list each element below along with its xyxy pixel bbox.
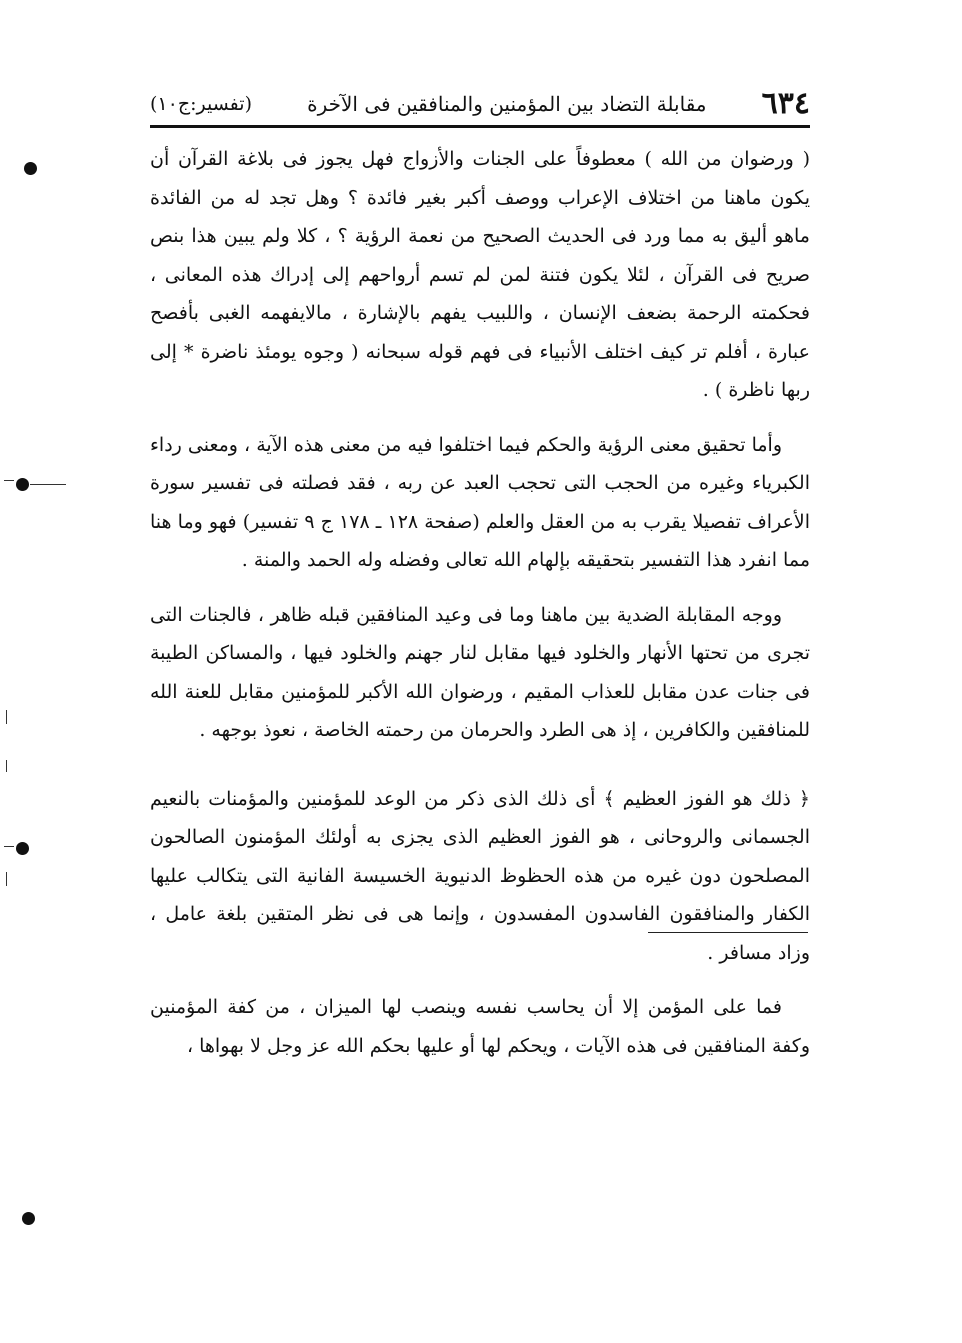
scan-edge-mark [6, 872, 7, 886]
page-header [150, 82, 810, 128]
section-divider [648, 932, 808, 933]
paragraph: ( ورضوان من الله ) معطوفاً على الجنات والأزواج فهل يجوز فى بلاغة القرآن أن يكون ماهنا من اختلاف الإعراب ووصف أكبر بغير فائدة ؟ وهل تجد له من الفائدة ماهو أليق به مما ورد فى الحديث الصحيح من نعمة الرؤية ؟ ، كلا ولم يبين هذا بنص صريح فى القرآن ، لئلا يكون فتنة لمن لم تسم أرواحهم إلى إدراك هذه المعانى ، فحكمته الرحمة بضعف الإنسان ، واللبيب يفهم بالإشارة ، مالايفهمه الغبى بأفصح عبارة ، أفلم تر كيف اختلف الأنبياء فى فهم قوله سبحانه ( وجوه يومئذ ناضرة * إلى ربها ناظرة ) . [150, 148, 810, 401]
paragraph: وأما تحقيق معنى الرؤية والحكم فيما اختلفوا فيه من معنى هذه الآية ، ومعنى رداء الكبرياء وغيره من الحجب التى تحجب العبد عن ربه ، فقد فصلته فى تفسير سورة الأعراف تفصيلا يقرب به من العقل والعلم (صفحة ١٢٨ ـ ١٧٨ ج ٩ تفسير) فهو وما هنا مما انفرد هذا التفسير بتحقيقه بإلهام الله تعالى وفضله وله الحمد والمنة . [150, 433, 811, 571]
running-title: مقابلة التضاد بين المؤمنين والمنافقين فى الآخرة [307, 91, 707, 116]
body-text [150, 140, 810, 1065]
punch-hole-icon [22, 1212, 35, 1225]
volume-label: (تفسير:ج١٠) [150, 92, 252, 115]
scan-edge-mark [4, 846, 14, 847]
punch-hole-icon [24, 162, 37, 175]
paragraph: ﴿ ذلك هو الفوز العظيم ﴾ أى ذلك الذى ذكر من الوعد للمؤمنين والمؤمنات بالنعيم الجسمانى والروحانى ، هو الفوز العظيم الذى يجزى به أولئك المؤمنون الصالحون المصلحون دون غيره من هذه الحظوظ الدنيوية الخسيسة الفانية التى يتكالب عليها الكفار والمنافقون الفاسدون المفسدون ، وإنما هى فى نظر المتقين بلغة عامل ، وزاد مسافر . [150, 787, 810, 964]
scan-edge-mark [6, 760, 7, 772]
paragraph: ووجه المقابلة الضدية بين ماهنا وما فى وعيد المنافقين قبله ظاهر ، فالجنات التى تجرى من تحتها الأنهار والخلود فيها مقابل لنار جهنم والخلود فيها ، والمساكن الطيبة فى جنات عدن مقابل للعذاب المقيم ، ورضوان الله الأكبر للمؤمنين مقابل للعنة الله للمنافقين والكافرين ، إذ هى الطرد والحرمان من رحمته الخاصة ، نعوذ بوجهه . [150, 603, 810, 741]
page-number: ٦٣٤ [761, 85, 810, 121]
scan-edge-mark [6, 710, 7, 724]
punch-hole-icon [16, 478, 29, 491]
paragraph: فما على المؤمن إلا أن يحاسب نفسه وينصب لها الميزان ، من كفة المؤمنين وكفة المنافقين فى هذه الآيات ، ويحكم لها أو عليها بحكم الله عز وجل لا بهواها ، [150, 996, 810, 1057]
scan-edge-mark [30, 484, 66, 485]
punch-hole-icon [16, 842, 29, 855]
scan-edge-mark [4, 480, 14, 481]
